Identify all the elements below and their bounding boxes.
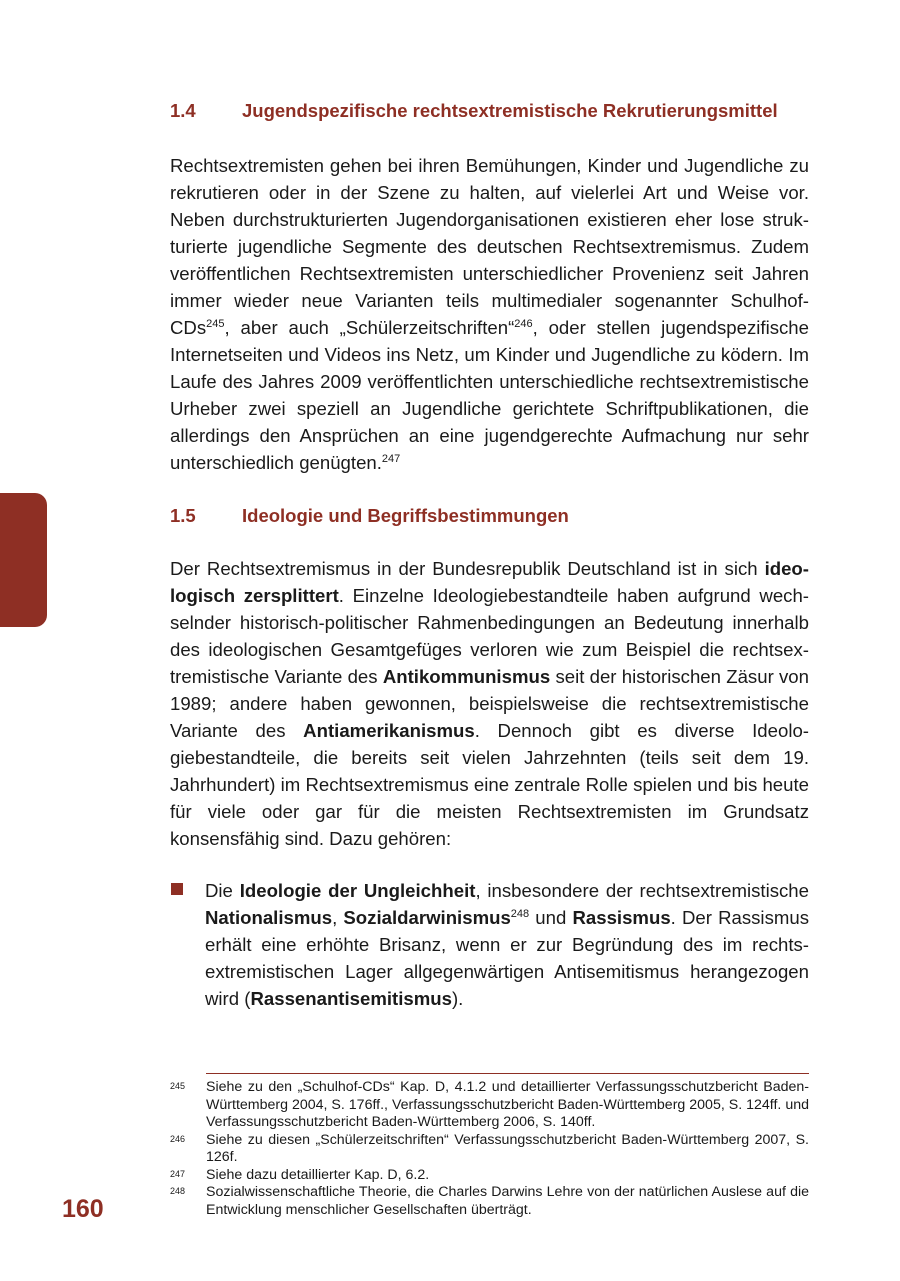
footnote-ref-246[interactable]: 246 xyxy=(514,318,533,330)
text-run: seit der historischen Zäsur von 1989; andere haben gewonnen, beispielsweise die rechtsextremistische Variante des xyxy=(170,666,809,741)
bullet-text xyxy=(205,877,809,1012)
text-run: . Einzelne Ideologiebestandteile haben aufgrund wechselnder historisch-politischer Rahmenbedingungen an Bedeutung innerhalb des ideologischen Gesamtgefüges verloren wie zum Beispiel die rechtsextremistische Variante des xyxy=(170,585,809,687)
paragraph-ideology xyxy=(170,555,809,852)
bold-term: Ideologie der Ungleichheit xyxy=(239,880,476,901)
footnote-ref-248[interactable]: 248 xyxy=(510,908,530,920)
section-title: Ideologie und Begriffsbestimmungen xyxy=(242,505,569,526)
text-run: . Dennoch gibt es diverse Ideologiebestandteile, die bereits seit vielen Jahrzehnten (teils seit dem 19. Jahrhundert) im Rechtsextremismus eine zentrale Rolle spielen und bis heute für viele oder gar für die meisten Rechtsextremisten im Grundsatz konsensfähig sind. Dazu gehören: xyxy=(170,720,809,849)
footnote-246 xyxy=(170,1132,809,1167)
footnote-number: 247 xyxy=(170,1168,186,1179)
footnote-247 xyxy=(170,1167,809,1185)
chapter-tab-marker xyxy=(0,493,47,627)
bullet-item xyxy=(170,877,809,1012)
text-run: Der Rechtsextremismus in der Bundesrepublik Deutschland ist in sich xyxy=(170,558,765,579)
bold-term: Rassenantisemitismus xyxy=(250,988,452,1009)
text-run: Die xyxy=(205,880,240,901)
bold-term: ideologisch zersplittert xyxy=(170,558,809,606)
footnote-number: 246 xyxy=(170,1133,186,1144)
bold-term: Antikommunismus xyxy=(382,666,551,687)
text-run: und xyxy=(529,907,573,928)
footnote-text: Sozialwissenschaftliche Theorie, die Charles Darwins Lehre von der natürlichen Auslese auf die Entwicklung menschlicher Gesellschaften überträgt. xyxy=(206,1184,809,1218)
footnotes xyxy=(170,1079,809,1219)
paragraph-recruitment xyxy=(170,152,809,476)
footnote-245 xyxy=(170,1079,809,1132)
text-run: , insbesondere der rechtsextremistische xyxy=(475,880,809,901)
bold-term: Antiamerikanismus xyxy=(303,720,475,741)
footnote-divider xyxy=(206,1073,809,1074)
footnote-248 xyxy=(170,1184,809,1219)
footnote-ref-245[interactable]: 245 xyxy=(206,318,225,330)
footnote-text: Siehe zu diesen „Schülerzeitschriften“ Verfassungsschutzbericht Baden-Württemberg 2007, S. 126f. xyxy=(206,1131,809,1165)
text-run: , oder stellen jugendspezifische Internetseiten und Videos ins Netz, um Kinder und Jugendliche zu ködern. Im Laufe des Jahres 2009 veröffentlichten unterschiedliche rechtsextremistische Urheber zwei speziell an Jugendliche gerichtete Schriftpublikationen, die allerdings den Ansprüchen an eine jugendgerechte Aufmachung nur sehr unterschiedlich genügten. xyxy=(170,317,809,473)
text-run: ). xyxy=(451,988,464,1009)
text-run: Rechtsextremisten gehen bei ihren Bemühungen, Kinder und Jugendliche zu rekrutieren oder in der Szene zu halten, auf vielerlei Art und Weise vor. Neben durchstrukturierten Jugendorganisationen existieren eher lose strukturierte jugendliche Segmente des deutschen Rechtsextremismus. Zudem veröffentlichen Rechtsextremisten unterschiedlicher Provenienz seit Jahren immer wieder neue Varianten teils multimedialer sogenannter Schulhof-CDs xyxy=(170,155,809,338)
section-heading-1-5 xyxy=(170,505,569,527)
footnote-text: Siehe dazu detaillierter Kap. D, 6.2. xyxy=(206,1166,430,1183)
page-number: 160 xyxy=(62,1195,104,1223)
footnote-number: 248 xyxy=(170,1186,186,1196)
section-heading-1-4 xyxy=(170,100,778,122)
bold-term: Rassismus xyxy=(572,907,671,928)
footnote-ref-247[interactable]: 247 xyxy=(381,453,401,465)
bold-term: Nationalismus xyxy=(205,907,333,928)
footnote-number: 245 xyxy=(170,1081,186,1091)
footnote-text: Siehe zu den „Schulhof-CDs“ Kap. D, 4.1.2 und detaillierter Verfassungsschutzbericht Baden-Württemberg 2004, S. 176ff., Verfassungsschutzbericht Baden-Württemberg 2005, S. 124ff. und Verfassungsschutzbericht Baden-Württemberg 2006, S. 140ff. xyxy=(206,1079,809,1130)
bold-term: Sozialdarwinismus xyxy=(343,907,511,928)
text-run: , aber auch „Schülerzeitschriften“ xyxy=(224,317,515,338)
text-run: , xyxy=(332,907,344,928)
section-number: 1.5 xyxy=(170,505,196,526)
section-title: Jugendspezifische rechtsextremistische Rekrutierungsmittel xyxy=(242,100,778,121)
bullet-square-icon xyxy=(171,883,183,895)
section-number: 1.4 xyxy=(170,100,196,121)
text-run: . Der Rassismus erhält eine erhöhte Brisanz, wenn er zur Begründung des im rechtsextremistischen Lager allgegenwärtigen Antisemitismus herangezogen wird ( xyxy=(205,907,809,1009)
